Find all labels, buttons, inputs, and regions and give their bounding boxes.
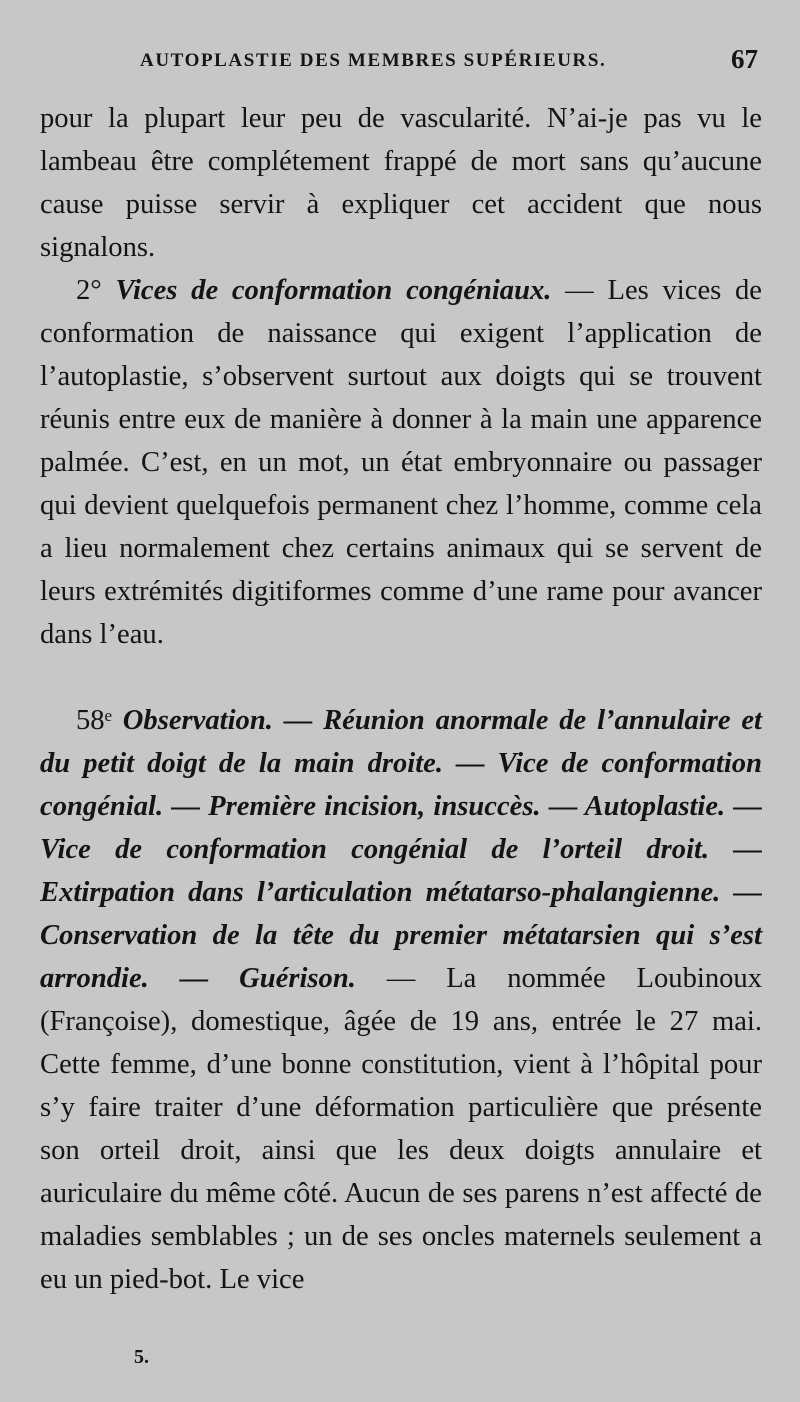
observation-text: — La nommée Loubinoux (Françoise), domestique, âgée de 19 ans, entrée le 27 mai. Cette femme, d’une bonne constitution, vient à l’hôpital pour s’y faire traiter d’une déformation particulière que présente son orteil droit, ainsi que les deux doigts annulaire et auriculaire du même côté. Aucun de ses parens n’est affecté de maladies semblables ; un de ses oncles maternels seulement a eu un pied-bot. Le vice (40, 963, 763, 1295)
paragraph-gap (40, 656, 762, 699)
body-text (40, 97, 762, 1301)
section-number: 2° (76, 275, 102, 306)
section-heading: Vices de conformation congéniaux. (115, 275, 552, 306)
running-head: AUTOPLASTIE DES MEMBRES SUPÉRIEURS. (140, 50, 607, 71)
observation-number: 58ᵉ (76, 705, 112, 736)
paragraph-vascularity: pour la plupart leur peu de vascularité. N’ai-je pas vu le lambeau être complétement frappé de mort sans qu’aucune cause puisse servir à expliquer cet accident que nous signalons. (40, 103, 762, 263)
paragraph-congenital-vices (40, 269, 762, 656)
page-number: 67 (731, 44, 758, 74)
page-header (40, 44, 762, 84)
section-text: — Les vices de conformation de naissance qui exigent l’application de l’autoplastie, s’observent surtout aux doigts qui se trouvent réunis entre eux de manière à donner à la main une apparence palmée. C’est, en un mot, un état embryonnaire ou passager qui devient quelquefois permanent chez l’homme, comme cela a lieu normalement chez certains animaux qui se servent de leurs extrémités digitiformes comme d’une rame pour avancer dans l’eau. (40, 275, 762, 650)
observation-heading: Observation. — Réunion anormale de l’annulaire et du petit doigt de la main droite. — Vice de conformation congénial. — Première incision, insuccès. — Autoplastie. — Vice de conformation congénial de l’orteil droit. — Extirpation dans l’articulation métatarso-phalangienne. — Conservation de la tête du premier métatarsien qui s’est arrondie. — Guérison. (40, 705, 762, 994)
signature-mark: 5. (134, 1346, 149, 1368)
paragraph-observation (40, 699, 762, 1301)
